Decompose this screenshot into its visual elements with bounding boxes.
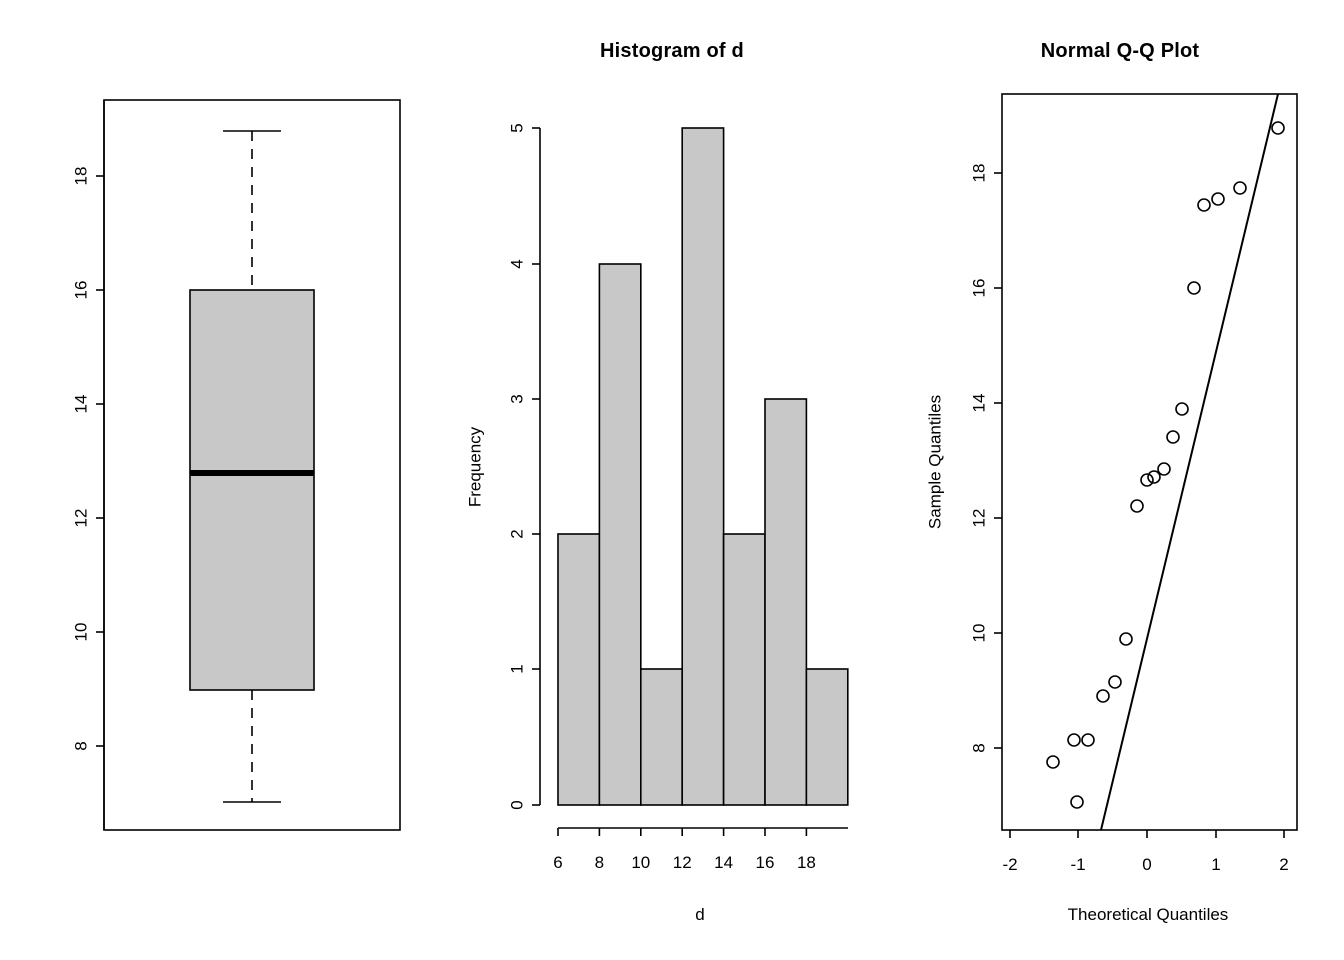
qq-point [1188, 282, 1200, 294]
histogram-bar [806, 669, 847, 805]
qq-point [1212, 193, 1224, 205]
histogram-y-ticks [532, 128, 540, 805]
svg-text:14: 14 [71, 394, 91, 414]
svg-text:18: 18 [796, 853, 816, 872]
histogram-bar [599, 264, 640, 805]
qq-point [1120, 633, 1132, 645]
qq-point [1131, 500, 1143, 512]
svg-text:0: 0 [507, 800, 527, 810]
qq-reference-line [1101, 94, 1278, 830]
qq-x-tick-labels [1002, 855, 1288, 874]
histogram-bar [641, 669, 682, 805]
svg-text:1: 1 [1211, 855, 1221, 874]
histogram-title: Histogram of d [600, 40, 744, 62]
boxplot-y-tick-labels [71, 167, 90, 751]
svg-text:6: 6 [553, 853, 563, 872]
qq-frame [1002, 94, 1297, 830]
svg-text:3: 3 [507, 394, 527, 404]
svg-text:12: 12 [969, 508, 989, 528]
qq-point [1097, 690, 1109, 702]
qq-point [1234, 182, 1246, 194]
histogram-svg [448, 0, 896, 960]
boxplot-panel [0, 0, 448, 960]
qq-point [1272, 122, 1284, 134]
histogram-panel [448, 0, 896, 960]
qq-y-tick-labels [969, 164, 988, 753]
qq-panel [896, 0, 1344, 960]
qq-point [1141, 474, 1153, 486]
svg-text:10: 10 [969, 623, 989, 643]
svg-text:12: 12 [71, 508, 91, 528]
histogram-x-ticks [558, 828, 806, 836]
qq-title: Normal Q-Q Plot [1040, 40, 1200, 62]
qq-point [1068, 734, 1080, 746]
svg-text:12: 12 [672, 853, 692, 872]
svg-text:10: 10 [71, 622, 91, 642]
svg-text:16: 16 [969, 278, 989, 298]
qq-svg [896, 0, 1344, 960]
qq-point [1047, 756, 1059, 768]
svg-text:5: 5 [507, 123, 527, 133]
histogram-x-tick-labels [553, 853, 816, 872]
svg-text:16: 16 [71, 280, 91, 300]
svg-text:4: 4 [507, 259, 527, 269]
svg-text:-1: -1 [1070, 855, 1086, 874]
svg-text:10: 10 [631, 853, 651, 872]
qq-y-ticks [994, 173, 1002, 748]
svg-text:8: 8 [594, 853, 605, 872]
svg-text:2: 2 [507, 529, 527, 539]
svg-text:16: 16 [755, 853, 775, 872]
svg-text:18: 18 [969, 163, 989, 183]
qq-point [1082, 734, 1094, 746]
svg-text:-2: -2 [1002, 855, 1018, 874]
svg-text:8: 8 [969, 743, 989, 753]
qq-points [1047, 122, 1284, 808]
qq-point [1148, 471, 1160, 483]
boxplot-box [190, 290, 314, 690]
histogram-bar [558, 534, 599, 805]
histogram-y-tick-labels [507, 123, 526, 809]
qq-point [1167, 431, 1179, 443]
histogram-bars [558, 128, 848, 805]
histogram-bar [724, 534, 765, 805]
svg-text:14: 14 [714, 853, 734, 872]
qq-point [1198, 199, 1210, 211]
svg-text:0: 0 [1142, 855, 1152, 874]
svg-text:8: 8 [71, 741, 91, 751]
boxplot-svg [0, 0, 448, 960]
qq-point [1109, 676, 1121, 688]
qq-xlabel: Theoretical Quantiles [1067, 905, 1229, 924]
svg-text:1: 1 [507, 664, 527, 674]
qq-point [1158, 463, 1170, 475]
histogram-bar [765, 399, 806, 805]
qq-point [1071, 796, 1083, 808]
qq-x-ticks [1010, 830, 1284, 838]
svg-text:2: 2 [1279, 855, 1289, 874]
qq-point [1176, 403, 1188, 415]
histogram-xlabel: d [695, 905, 705, 924]
svg-text:14: 14 [969, 393, 989, 413]
qq-ylabel: Sample Quantiles [925, 394, 945, 530]
histogram-ylabel: Frequency [465, 426, 485, 508]
svg-text:18: 18 [71, 166, 91, 186]
histogram-bar [682, 128, 723, 805]
boxplot-y-ticks [96, 176, 104, 746]
